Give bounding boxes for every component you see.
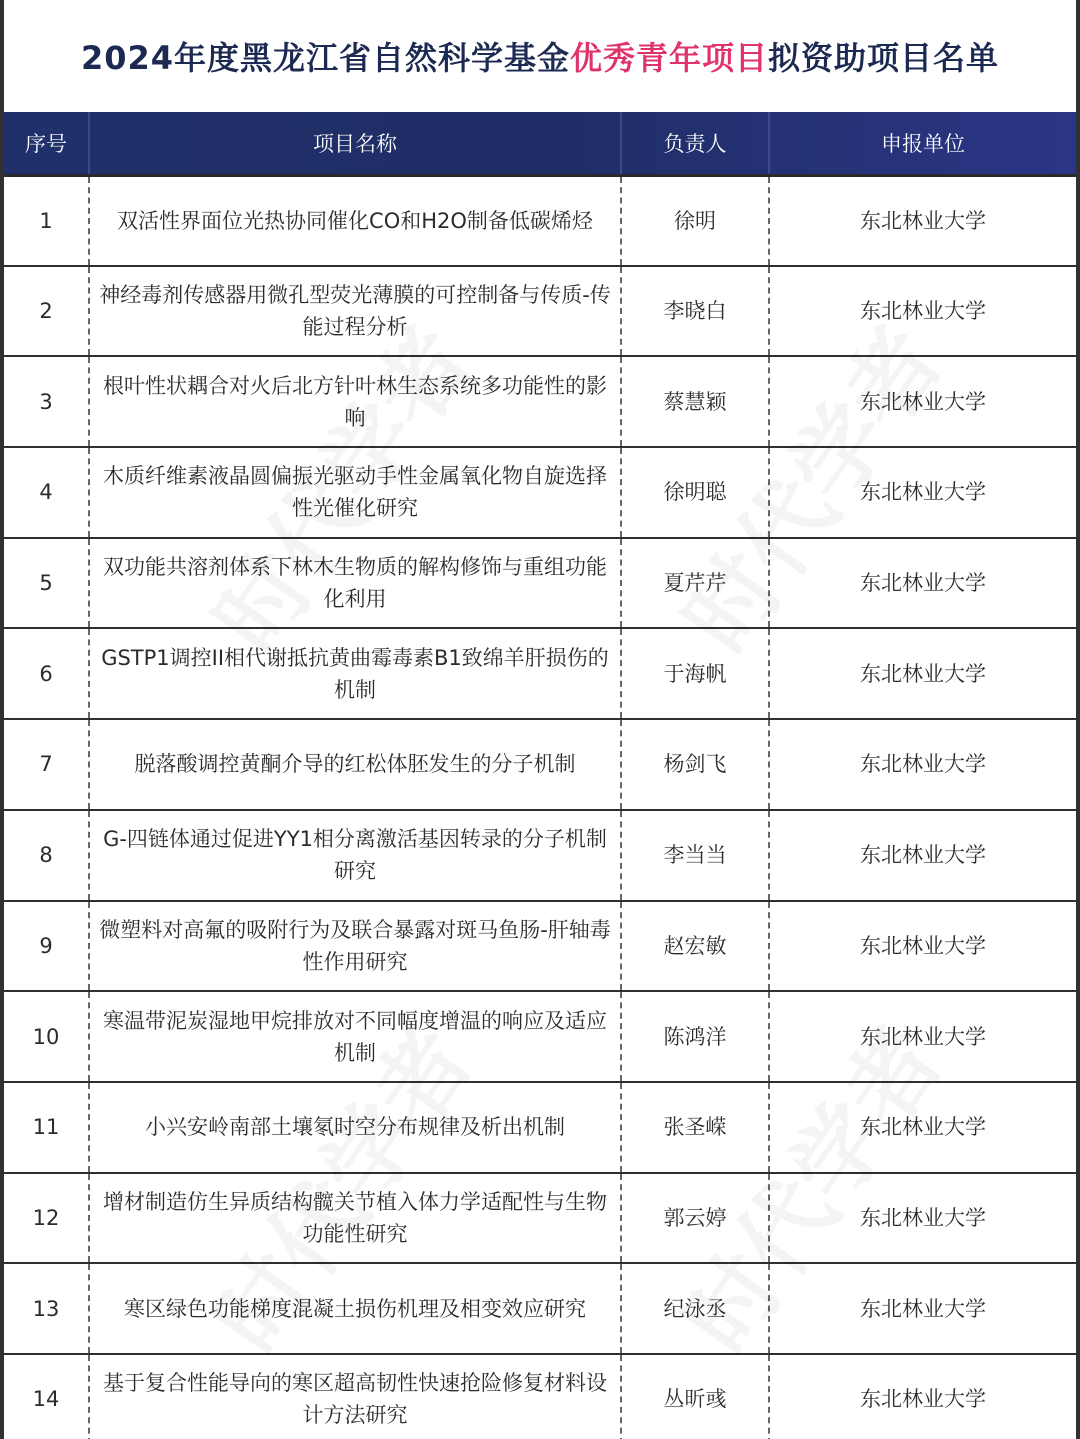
project-name xyxy=(88,1355,620,1439)
project-name xyxy=(88,811,620,900)
title-highlight: 优秀青年项目 xyxy=(570,39,769,77)
applicant-unit-text: 东北林业大学 xyxy=(860,1115,986,1140)
row-number xyxy=(4,720,88,809)
project-leader-text: 李晓白 xyxy=(663,299,727,324)
applicant-unit-text: 东北林业大学 xyxy=(860,843,986,868)
project-leader xyxy=(620,177,768,265)
table-row xyxy=(4,1172,1076,1263)
project-name xyxy=(88,629,620,718)
row-number xyxy=(4,1264,88,1353)
project-leader-text: 张圣嵘 xyxy=(663,1115,727,1140)
project-leader-text: 李当当 xyxy=(663,843,727,868)
applicant-unit-text: 东北林业大学 xyxy=(860,1024,986,1049)
table-row xyxy=(4,718,1076,809)
title-part1: 2024年度黑龙江省自然科学基金 xyxy=(80,39,571,77)
project-leader-text: 夏芹芹 xyxy=(663,571,727,596)
project-name xyxy=(88,177,620,265)
project-name-text: 双功能共溶剂体系下林木生物质的解构修饰与重组功能化利用 xyxy=(103,555,607,612)
applicant-unit xyxy=(768,177,1076,265)
project-leader-text: 徐明 xyxy=(674,208,716,233)
applicant-unit xyxy=(768,1174,1076,1263)
row-number xyxy=(4,811,88,900)
header-unit: 申报单位 xyxy=(768,112,1076,174)
project-leader-text: 蔡慧颖 xyxy=(663,389,727,414)
project-leader-text: 杨剑飞 xyxy=(663,752,727,777)
project-name-text: 寒温带泥炭湿地甲烷排放对不同幅度增温的响应及适应机制 xyxy=(103,1008,607,1065)
table-row xyxy=(4,1353,1076,1439)
header-leader: 负责人 xyxy=(620,112,768,174)
table-row xyxy=(4,627,1076,718)
project-name-text: 基于复合性能导向的寒区超高韧性快速抢险修复材料设计方法研究 xyxy=(103,1371,607,1428)
project-name xyxy=(88,902,620,991)
row-number xyxy=(4,1174,88,1263)
applicant-unit-text: 东北林业大学 xyxy=(860,1387,986,1412)
project-leader xyxy=(620,357,768,446)
applicant-unit-text: 东北林业大学 xyxy=(860,389,986,414)
table-row xyxy=(4,900,1076,991)
row-number xyxy=(4,267,88,356)
project-leader xyxy=(620,1355,768,1439)
title-part2: 拟资助项目名单 xyxy=(768,39,1000,77)
applicant-unit xyxy=(768,1355,1076,1439)
applicant-unit-text: 东北林业大学 xyxy=(860,571,986,596)
project-name xyxy=(88,1174,620,1263)
project-leader xyxy=(620,539,768,628)
project-leader-text: 陈鸿洋 xyxy=(663,1024,727,1049)
project-leader xyxy=(620,1083,768,1172)
project-name xyxy=(88,992,620,1081)
project-leader xyxy=(620,811,768,900)
project-name xyxy=(88,357,620,446)
applicant-unit-text: 东北林业大学 xyxy=(860,1205,986,1230)
applicant-unit xyxy=(768,992,1076,1081)
project-name-text: 木质纤维素液晶圆偏振光驱动手性金属氧化物自旋选择性光催化研究 xyxy=(103,464,607,521)
project-name-text: 神经毒剂传感器用微孔型荧光薄膜的可控制备与传质-传能过程分析 xyxy=(99,283,611,340)
row-number xyxy=(4,1355,88,1439)
row-number-text: 1 xyxy=(39,208,53,233)
applicant-unit-text: 东北林业大学 xyxy=(860,480,986,505)
project-leader xyxy=(620,629,768,718)
project-leader-text: 赵宏敏 xyxy=(663,933,727,958)
table-row xyxy=(4,1081,1076,1172)
page-title xyxy=(4,0,1076,112)
row-number-text: 3 xyxy=(39,389,53,414)
project-leader xyxy=(620,1174,768,1263)
table-row xyxy=(4,446,1076,537)
table-row xyxy=(4,809,1076,900)
applicant-unit xyxy=(768,1083,1076,1172)
applicant-unit-text: 东北林业大学 xyxy=(860,661,986,686)
row-number xyxy=(4,357,88,446)
project-leader xyxy=(620,720,768,809)
project-name-text: 根叶性状耦合对火后北方针叶林生态系统多功能性的影响 xyxy=(103,373,607,430)
project-name xyxy=(88,720,620,809)
row-number-text: 2 xyxy=(39,299,53,324)
table-row xyxy=(4,265,1076,356)
row-number-text: 9 xyxy=(39,933,53,958)
project-name-text: 微塑料对高氟的吸附行为及联合暴露对斑马鱼肠-肝轴毒性作用研究 xyxy=(99,917,611,974)
project-name-text: 增材制造仿生异质结构髋关节植入体力学适配性与生物功能性研究 xyxy=(103,1189,607,1246)
table-header xyxy=(4,112,1076,174)
project-name xyxy=(88,539,620,628)
applicant-unit-text: 东北林业大学 xyxy=(860,933,986,958)
project-name xyxy=(88,448,620,537)
row-number-text: 13 xyxy=(32,1296,60,1321)
applicant-unit xyxy=(768,539,1076,628)
project-name-text: 小兴安岭南部土壤氡时空分布规律及析出机制 xyxy=(145,1115,565,1140)
row-number xyxy=(4,1083,88,1172)
applicant-unit-text: 东北林业大学 xyxy=(860,299,986,324)
row-number xyxy=(4,902,88,991)
project-name-text: 双活性界面位光热协同催化CO和H2O制备低碳烯烃 xyxy=(117,208,593,233)
table-row xyxy=(4,990,1076,1081)
applicant-unit xyxy=(768,267,1076,356)
row-number xyxy=(4,177,88,265)
row-number-text: 14 xyxy=(32,1387,60,1412)
row-number-text: 7 xyxy=(39,752,53,777)
project-leader xyxy=(620,1264,768,1353)
header-no: 序号 xyxy=(25,132,67,156)
row-number-text: 11 xyxy=(32,1115,60,1140)
row-number xyxy=(4,539,88,628)
project-name xyxy=(88,1083,620,1172)
table-body xyxy=(4,174,1076,1439)
project-leader-text: 于海帆 xyxy=(663,661,727,686)
project-leader-text: 纪泳丞 xyxy=(663,1296,727,1321)
project-name xyxy=(88,1264,620,1353)
row-number xyxy=(4,992,88,1081)
row-number-text: 12 xyxy=(32,1205,60,1230)
project-name-text: 脱落酸调控黄酮介导的红松体胚发生的分子机制 xyxy=(134,752,576,777)
project-leader xyxy=(620,992,768,1081)
row-number-text: 8 xyxy=(39,843,53,868)
project-name-text: G-四链体通过促进YY1相分离激活基因转录的分子机制研究 xyxy=(103,827,607,884)
project-leader-text: 徐明聪 xyxy=(663,480,727,505)
applicant-unit xyxy=(768,720,1076,809)
applicant-unit xyxy=(768,629,1076,718)
row-number-text: 10 xyxy=(32,1024,60,1049)
project-name xyxy=(88,267,620,356)
applicant-unit xyxy=(768,1264,1076,1353)
applicant-unit-text: 东北林业大学 xyxy=(860,208,986,233)
row-number-text: 6 xyxy=(39,661,53,686)
project-name-text: 寒区绿色功能梯度混凝土损伤机理及相变效应研究 xyxy=(124,1296,586,1321)
row-number-text: 5 xyxy=(39,571,53,596)
applicant-unit xyxy=(768,902,1076,991)
project-leader-text: 丛昕彧 xyxy=(663,1387,727,1412)
document-sheet xyxy=(4,0,1076,1439)
applicant-unit xyxy=(768,448,1076,537)
header-project-name: 项目名称 xyxy=(88,112,620,174)
table-row xyxy=(4,174,1076,265)
applicant-unit xyxy=(768,811,1076,900)
project-leader xyxy=(620,902,768,991)
applicant-unit xyxy=(768,357,1076,446)
applicant-unit-text: 东北林业大学 xyxy=(860,752,986,777)
project-leader-text: 郭云婷 xyxy=(663,1205,727,1230)
row-number xyxy=(4,448,88,537)
table-row xyxy=(4,355,1076,446)
table-row xyxy=(4,537,1076,628)
applicant-unit-text: 东北林业大学 xyxy=(860,1296,986,1321)
row-number xyxy=(4,629,88,718)
project-leader xyxy=(620,267,768,356)
row-number-text: 4 xyxy=(39,480,53,505)
project-leader xyxy=(620,448,768,537)
table-row xyxy=(4,1262,1076,1353)
project-name-text: GSTP1调控II相代谢抵抗黄曲霉毒素B1致绵羊肝损伤的机制 xyxy=(101,645,609,702)
